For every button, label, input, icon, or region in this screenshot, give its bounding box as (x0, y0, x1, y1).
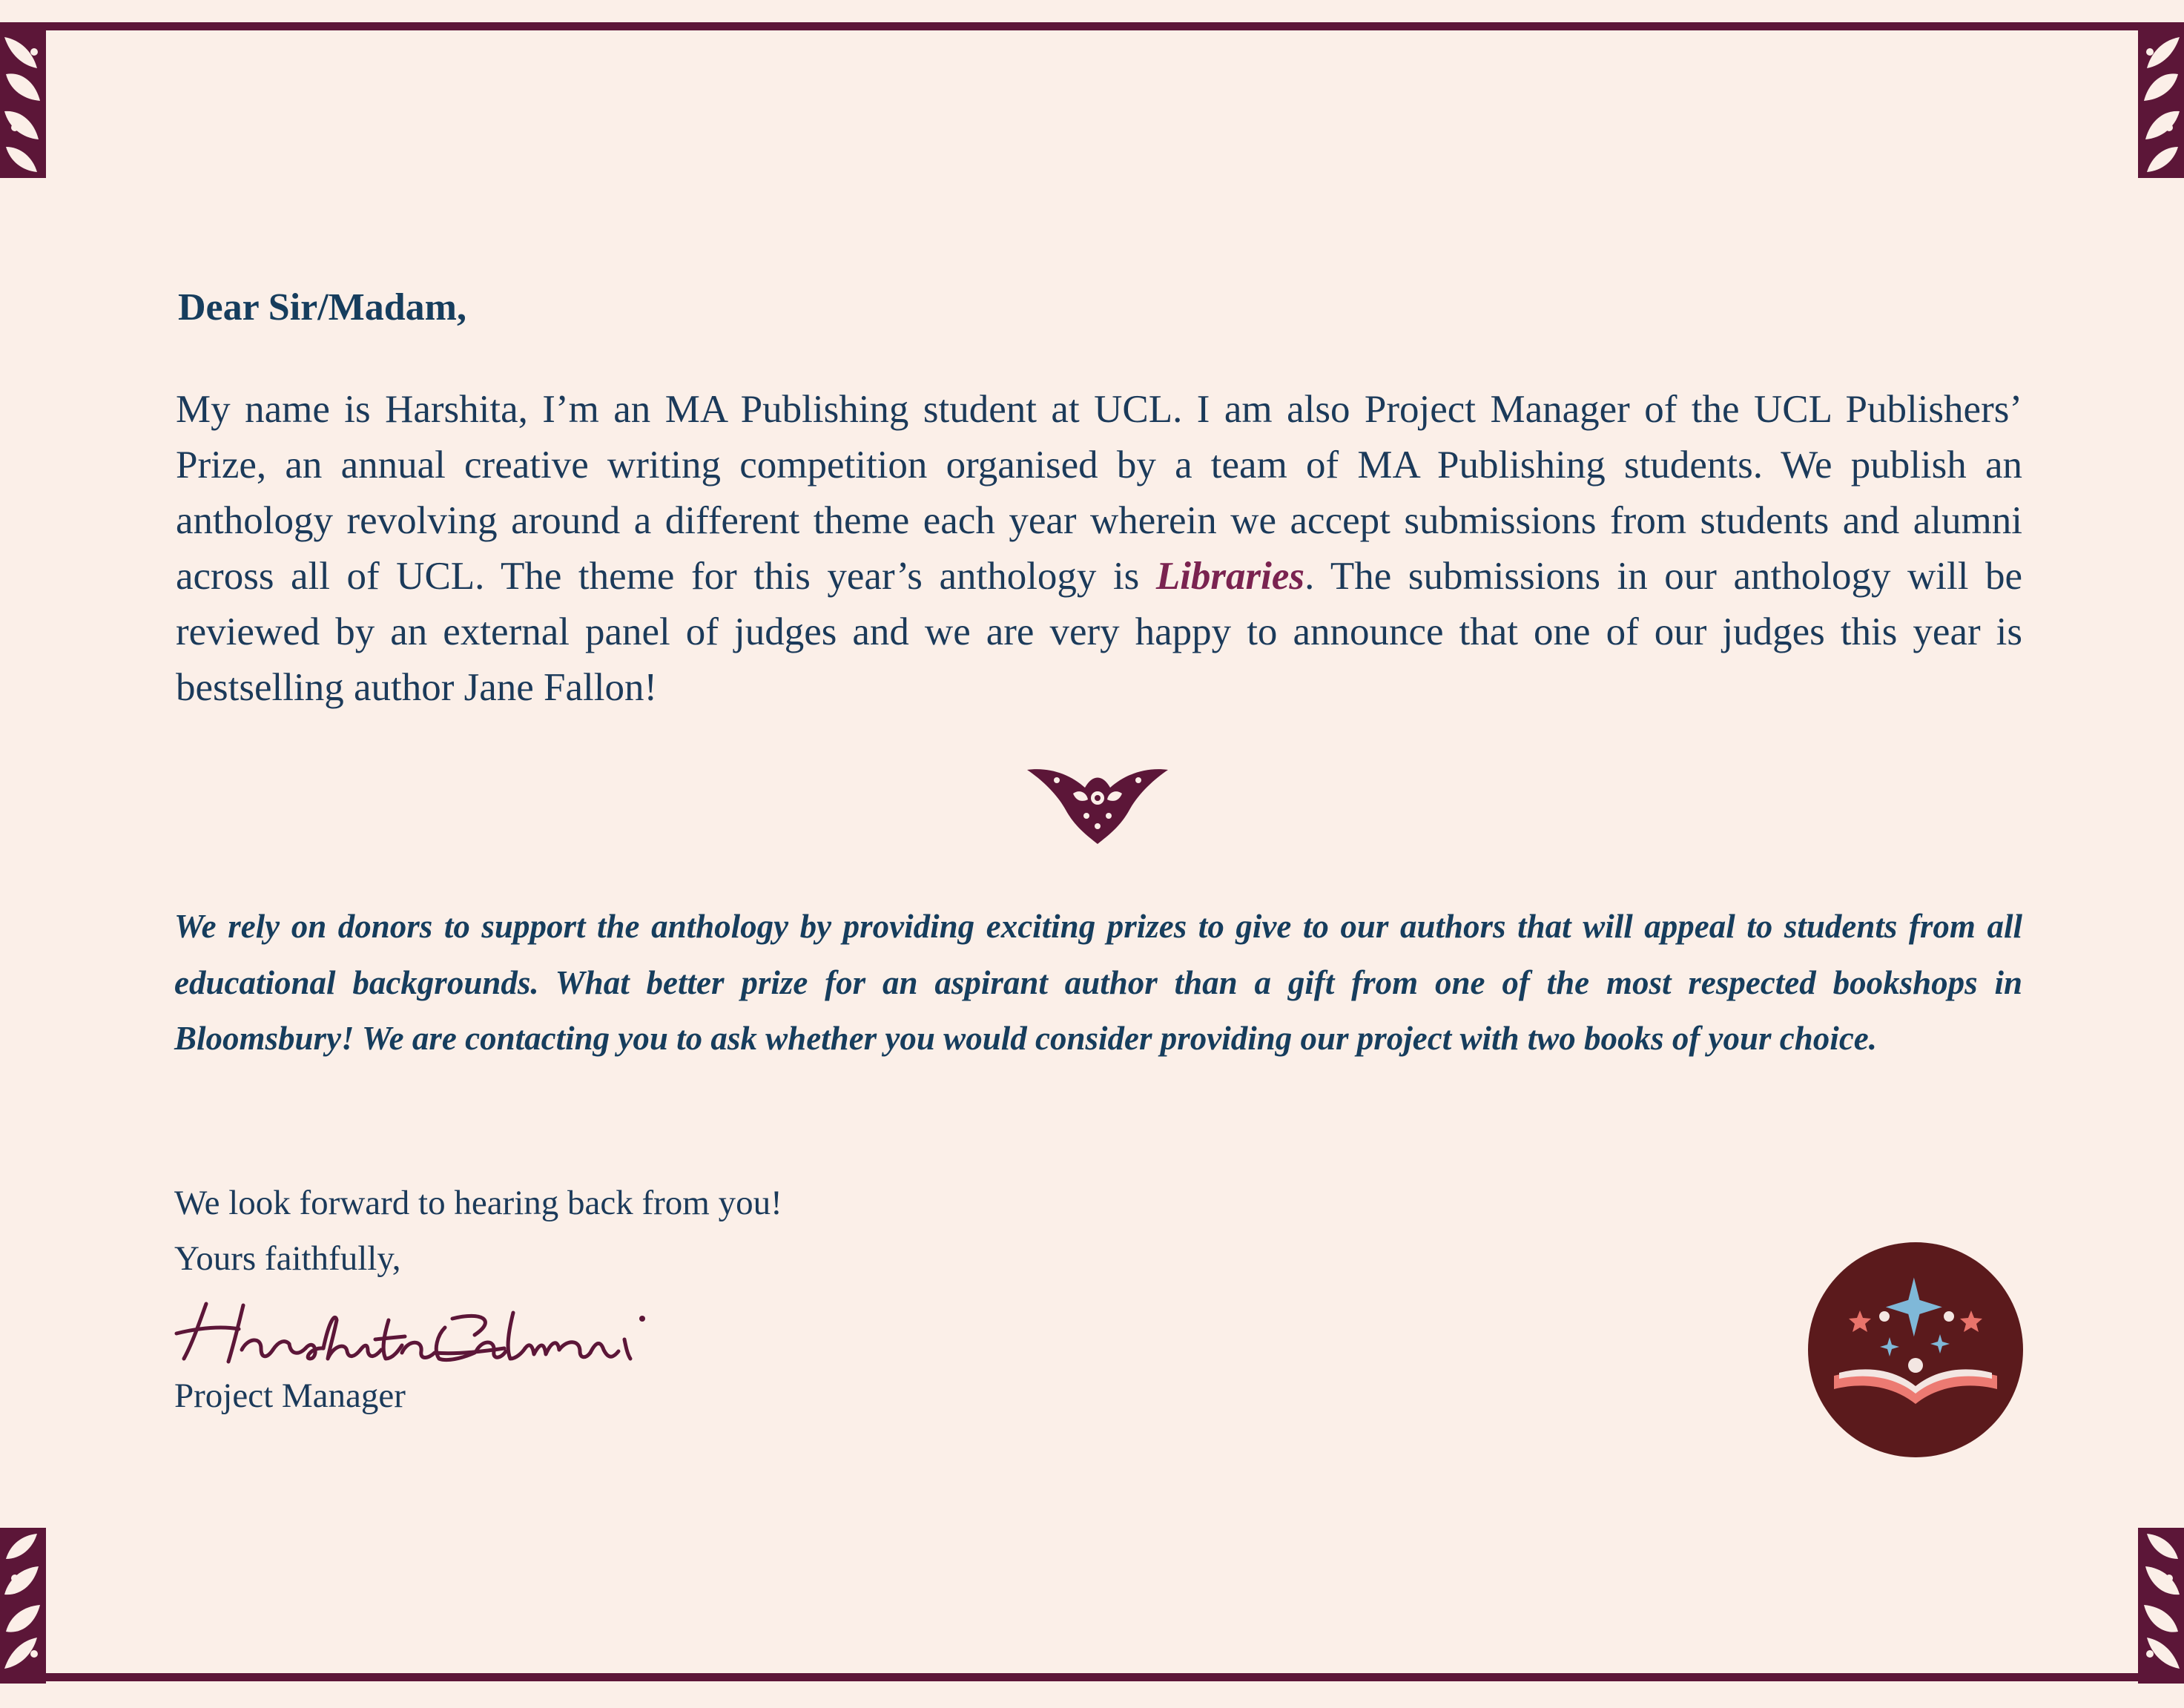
appeal-paragraph: We rely on donors to support the anthology by providing exciting prizes to give to our authors that will appeal to students from all educational backgrounds. What better prize for an aspirant author than a gift from one of the most respected bookshops in Bloomsbury! We are contacting you to ask whether you would consider providing our project with two books of your choice. (174, 908, 2022, 1057)
sender-role: Project Manager (174, 1376, 406, 1415)
salutation: Dear Sir/Madam, (178, 286, 466, 329)
floral-corner-icon (2138, 22, 2184, 178)
intro-text-after-theme: . The submissions in our anthology will be reviewed by an external panel of judges and we are very happy to announce that one of our judges this year is bestselling author Jane Fallon! (176, 555, 2022, 709)
open-book-stars-logo (1808, 1242, 2023, 1457)
top-border-rule (0, 22, 2184, 30)
closing-line: We look forward to hearing back from you! (174, 1184, 782, 1222)
intro-paragraph (176, 382, 2022, 716)
floral-ornament-icon (1027, 764, 1168, 845)
bottom-border-rule (0, 1673, 2184, 1681)
floral-corner-icon (0, 22, 46, 178)
valediction: Yours faithfully, (174, 1239, 401, 1278)
floral-corner-icon (0, 1528, 46, 1684)
floral-corner-icon (2138, 1528, 2184, 1684)
intro-text-before-theme: My name is Harshita, I’m an MA Publishing student at UCL. I am also Project Manager of the UCL Publishers’ Prize, an annual creative writing competition organised by a team of MA Publishing students. We publish an anthology revolving around a different theme each year wherein we accept submissions from students and alumni across all of UCL. The theme for this year’s anthology is (176, 388, 2022, 598)
handwritten-signature (171, 1290, 690, 1372)
theme-highlight: Libraries (1155, 555, 1305, 598)
